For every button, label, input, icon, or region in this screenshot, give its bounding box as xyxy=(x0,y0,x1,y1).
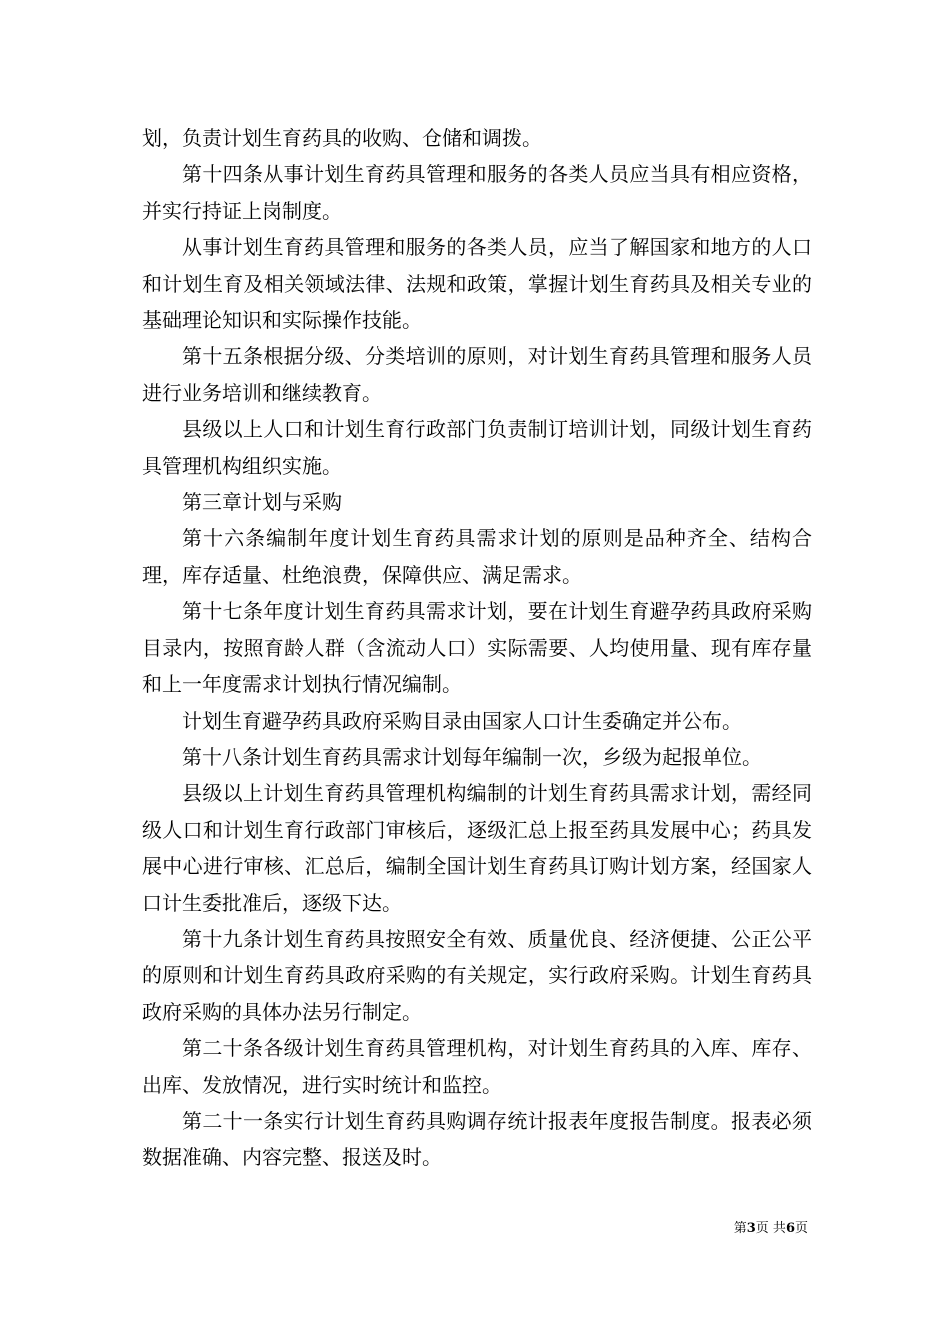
chapter-heading: 第三章计划与采购 xyxy=(182,490,342,515)
current-page-number: 3 xyxy=(746,1221,756,1236)
paragraph: 县级以上计划生育药具管理机构编制的计划生育药具需求计划，需经同级人口和计划生育行政部门审核后，逐级汇总上报至药具发展中心；药具发展中心进行审核、汇总后，编制全国计划生育药具订购计划方案，经国家人口计生委批准后，逐级下达。 xyxy=(142,781,812,915)
paragraph: 第二十一条实行计划生育药具购调存统计报表年度报告制度。报表必须数据准确、内容完整、报送及时。 xyxy=(142,1108,812,1170)
paragraph: 第十六条编制年度计划生育药具需求计划的原则是品种齐全、结构合理，库存适量、杜绝浪费，保障供应、满足需求。 xyxy=(142,526,812,587)
paragraph: 第二十条各级计划生育药具管理机构，对计划生育药具的入库、库存、出库、发放情况，进行实时统计和监控。 xyxy=(142,1036,812,1097)
footer-prefix: 第 xyxy=(733,1221,747,1236)
paragraph: 第十五条根据分级、分类培训的原则，对计划生育药具管理和服务人员进行业务培训和继续教育。 xyxy=(142,344,812,405)
footer-suffix: 页 xyxy=(794,1221,808,1236)
paragraph: 从事计划生育药具管理和服务的各类人员，应当了解国家和地方的人口和计划生育及相关领域法律、法规和政策，掌握计划生育药具及相关专业的基础理论知识和实际操作技能。 xyxy=(142,235,812,333)
paragraph: 第十七条年度计划生育药具需求计划，要在计划生育避孕药具政府采购目录内，按照育龄人群（含流动人口）实际需要、人均使用量、现有库存量和上一年度需求计划执行情况编制。 xyxy=(142,599,812,697)
paragraph: 划，负责计划生育药具的收购、仓储和调拨。 xyxy=(142,126,542,150)
total-pages-number: 6 xyxy=(785,1221,795,1236)
document-body xyxy=(142,120,812,1176)
paragraph: 第十八条计划生育药具需求计划每年编制一次，乡级为起报单位。 xyxy=(182,744,762,769)
paragraph: 县级以上人口和计划生育行政部门负责制订培训计划，同级计划生育药具管理机构组织实施。 xyxy=(142,417,812,478)
paragraph: 计划生育避孕药具政府采购目录由国家人口计生委确定并公布。 xyxy=(182,708,742,733)
footer-middle: 页 共 xyxy=(755,1221,786,1236)
paragraph: 第十四条从事计划生育药具管理和服务的各类人员应当具有相应资格，并实行持证上岗制度。 xyxy=(142,162,812,223)
paragraph: 第十九条计划生育药具按照安全有效、质量优良、经济便捷、公正公平的原则和计划生育药具政府采购的有关规定，实行政府采购。计划生育药具政府采购的具体办法另行制定。 xyxy=(142,926,812,1024)
page-footer xyxy=(734,1221,808,1237)
